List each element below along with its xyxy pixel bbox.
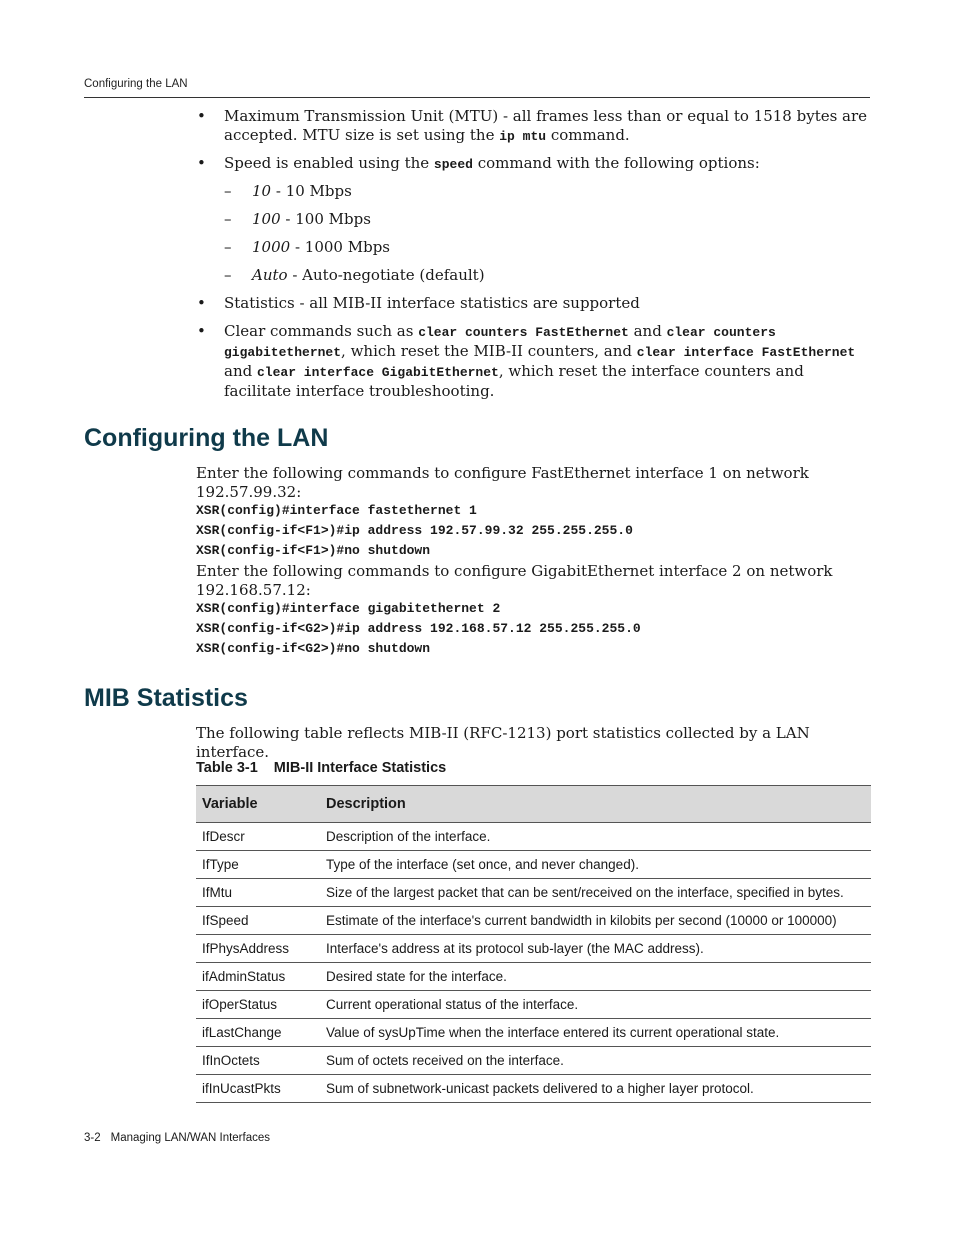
bullet-statistics: Statistics - all MIB-II interface statistics are supported [224, 294, 640, 312]
table-row [196, 1075, 871, 1103]
table-row [196, 823, 871, 851]
code-line: XSR(config-if<F1>)#no shutdown [196, 543, 431, 558]
table-row [196, 879, 871, 907]
bullet-speed [224, 154, 872, 174]
speed-option-value: Auto [252, 266, 288, 284]
cell-description: Desired state for the interface. [320, 963, 871, 991]
speed-option-desc: - 1000 Mbps [290, 238, 390, 256]
cmd-clear-interface-ge: clear interface GigabitEthernet [256, 365, 499, 380]
lan-intro-fastethernet: Enter the following commands to configure FastEthernet interface 1 on network 192.57.99.32: [196, 464, 809, 501]
table-row [196, 907, 871, 935]
section-heading-lan: Configuring the LAN [84, 424, 329, 452]
bullet-speed-text-end: command with the following options: [472, 154, 760, 172]
bullet-clear [224, 322, 872, 401]
code-line: XSR(config-if<G2>)#ip address 192.168.57.12 255.255.255.0 [196, 621, 641, 636]
dash-marker: – [224, 238, 232, 256]
cell-variable: ifAdminStatus [196, 963, 320, 991]
cmd-clear-interface-fe: clear interface FastEthernet [636, 345, 856, 360]
cell-variable: IfMtu [196, 879, 320, 907]
code-line: XSR(config)#interface gigabitethernet 2 [196, 601, 501, 616]
cell-variable: IfDescr [196, 823, 320, 851]
cmd-speed: speed [433, 157, 473, 172]
speed-option [252, 238, 390, 257]
speed-option-desc: - 10 Mbps [271, 182, 352, 200]
cmd-clear-counters-ge: clear counters gigabitethernet [224, 325, 776, 360]
table-header-row [196, 786, 871, 823]
cell-variable: IfType [196, 851, 320, 879]
running-header: Configuring the LAN [84, 78, 188, 90]
table-row [196, 851, 871, 879]
mib-intro: The following table reflects MIB-II (RFC-1213) port statistics collected by a LAN interface. [196, 724, 810, 761]
cell-description: Sum of octets received on the interface. [320, 1047, 871, 1075]
table-row [196, 991, 871, 1019]
bullet-marker: • [197, 294, 206, 312]
speed-option-desc: - 100 Mbps [280, 210, 371, 228]
speed-option [252, 266, 485, 285]
cell-description: Sum of subnetwork-unicast packets delivered to a higher layer protocol. [320, 1075, 871, 1103]
cell-variable: ifInUcastPkts [196, 1075, 320, 1103]
speed-option [252, 210, 371, 229]
code-line: XSR(config-if<F1>)#ip address 192.57.99.32 255.255.255.0 [196, 523, 633, 538]
header-rule [84, 97, 870, 98]
bullet-speed-text: Speed is enabled using the [224, 154, 434, 172]
cell-variable: IfSpeed [196, 907, 320, 935]
cell-description: Type of the interface (set once, and never changed). [320, 851, 871, 879]
page-footer [84, 1132, 270, 1144]
speed-option-desc: - Auto-negotiate (default) [287, 266, 485, 284]
bullet-mtu-text-end: command. [546, 126, 630, 144]
bullet-mtu [224, 107, 872, 146]
bullet-mtu-text: Maximum Transmission Unit (MTU) - all frames less than or equal to 1518 bytes are accepted. MTU size is set using the [224, 107, 868, 144]
table-title: MIB-II Interface Statistics [273, 760, 447, 776]
column-header-variable: Variable [196, 786, 320, 823]
code-line: XSR(config-if<G2>)#no shutdown [196, 641, 431, 656]
cell-variable: ifLastChange [196, 1019, 320, 1047]
speed-option [252, 182, 352, 201]
table-row [196, 1047, 871, 1075]
clear-text: , which reset the MIB-II counters, and [341, 342, 637, 360]
bullet-marker: • [197, 107, 206, 125]
clear-text: , which reset the interface counters and facilitate interface troubleshooting. [224, 362, 804, 400]
cell-variable: IfPhysAddress [196, 935, 320, 963]
page-number: 3-2 [84, 1132, 101, 1144]
cell-description: Current operational status of the interface. [320, 991, 871, 1019]
cell-variable: ifOperStatus [196, 991, 320, 1019]
table-row [196, 1019, 871, 1047]
speed-option-value: 100 [252, 210, 281, 228]
table-row [196, 935, 871, 963]
column-header-description: Description [320, 786, 871, 823]
cell-description: Description of the interface. [320, 823, 871, 851]
code-line: XSR(config)#interface fastethernet 1 [196, 503, 477, 518]
clear-text: and [628, 322, 667, 340]
dash-marker: – [224, 182, 232, 200]
clear-text: and [224, 362, 257, 380]
speed-option-value: 1000 [252, 238, 291, 256]
cell-description: Estimate of the interface's current bandwidth in kilobits per second (10000 or 100000) [320, 907, 871, 935]
chapter-title: Managing LAN/WAN Interfaces [110, 1132, 270, 1144]
table-row [196, 963, 871, 991]
bullet-marker: • [197, 154, 206, 172]
cell-description: Size of the largest packet that can be sent/received on the interface, specified in bytes. [320, 879, 871, 907]
bullet-marker: • [197, 322, 206, 340]
lan-intro-gigabitethernet: Enter the following commands to configure GigabitEthernet interface 2 on network 192.168.57.12: [196, 562, 833, 599]
mib-statistics-table [196, 785, 871, 1103]
cell-variable: IfInOctets [196, 1047, 320, 1075]
cell-description: Interface's address at its protocol sub-layer (the MAC address). [320, 935, 871, 963]
cmd-ip-mtu: ip mtu [499, 129, 547, 144]
dash-marker: – [224, 266, 232, 284]
section-heading-mib: MIB Statistics [84, 684, 248, 712]
clear-text: Clear commands such as [224, 322, 419, 340]
table-number: Table 3-1 [196, 760, 258, 776]
cell-description: Value of sysUpTime when the interface entered its current operational state. [320, 1019, 871, 1047]
dash-marker: – [224, 210, 232, 228]
speed-option-value: 10 [252, 182, 272, 200]
cmd-clear-counters-fe: clear counters FastEthernet [418, 325, 629, 340]
table-caption [196, 760, 462, 776]
